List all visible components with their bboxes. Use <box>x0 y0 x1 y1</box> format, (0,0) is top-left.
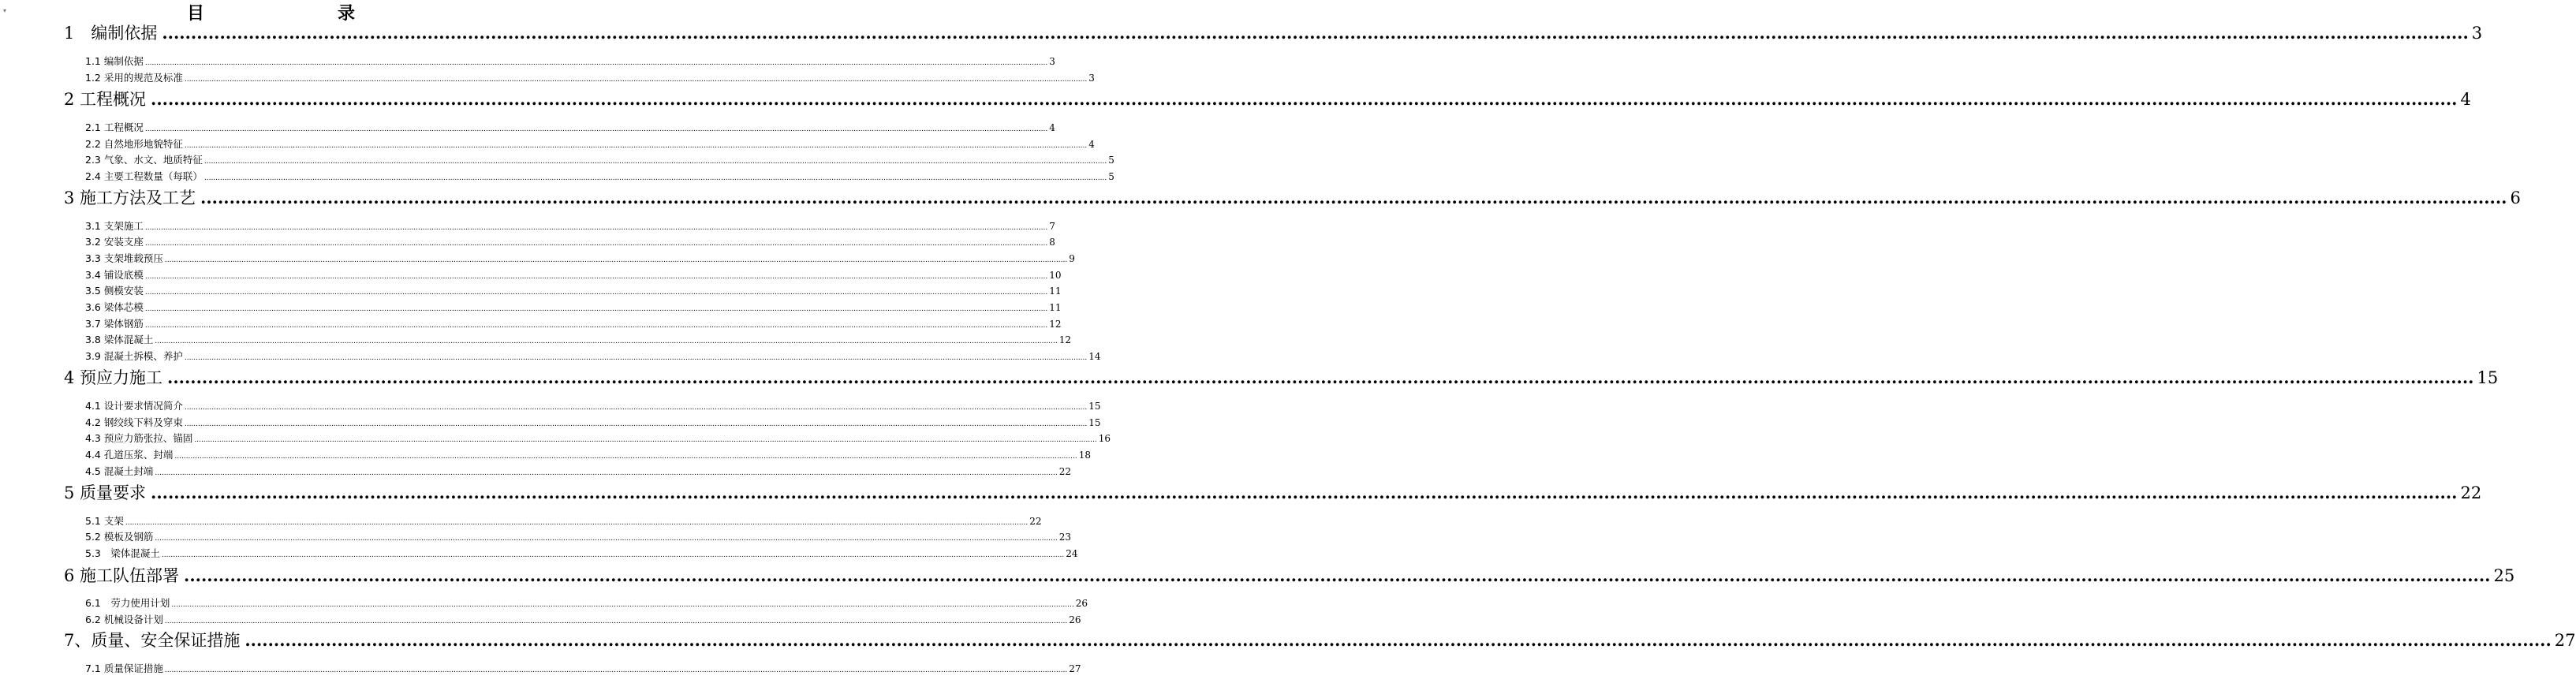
dot-leader: ................................................................................................................................................................................................................................................................................................................................................................................................................ <box>155 338 1058 345</box>
toc-heading[interactable] <box>64 21 2483 45</box>
dropdown-marker-icon: ▾ <box>3 7 7 14</box>
toc-subentry-label: 6.2 机械设备计划 <box>85 614 163 625</box>
toc-subentry[interactable] <box>85 152 1114 168</box>
toc-subentry-page-number: 11 <box>1049 302 1062 313</box>
toc-heading-label: 4 预应力施工 <box>64 368 163 387</box>
toc-subentry[interactable] <box>85 431 1111 446</box>
dot-leader: ................................................................................................................................................................................................................................................................................................................................................................................................................ <box>144 240 1048 248</box>
dot-leader: ................................................................................................................................................................................................................................................................................................................................................................................................................ <box>200 188 2507 207</box>
dot-leader: ................................................................................................................................................................................................................................................................................................................................................................................................................ <box>164 618 1068 625</box>
dot-leader: ................................................................................................................................................................................................................................................................................................................................................................................................................ <box>184 420 1088 428</box>
toc-subentry[interactable] <box>85 513 1042 529</box>
dot-leader: ................................................................................................................................................................................................................................................................................................................................................................................................................ <box>184 76 1088 84</box>
toc-subentry-page-number: 15 <box>1088 401 1101 412</box>
toc-subentry-label: 3.8 梁体混凝土 <box>85 334 154 345</box>
dot-leader: ................................................................................................................................................................................................................................................................................................................................................................................................................ <box>144 224 1048 232</box>
toc-subentry-label: 2.4 主要工程数量（每联） <box>85 170 203 182</box>
toc-subentry-page-number: 3 <box>1049 56 1055 67</box>
toc-heading[interactable] <box>64 564 2515 588</box>
toc-subentry-label: 4.1 设计要求情况简介 <box>85 400 183 412</box>
dot-leader: ................................................................................................................................................................................................................................................................................................................................................................................................................ <box>203 158 1107 166</box>
toc-heading-page-number: 6 <box>2510 188 2521 207</box>
toc-subentry[interactable] <box>85 169 1114 185</box>
toc-subentry-label: 4.4 孔道压浆、封端 <box>85 449 174 461</box>
toc-subentry[interactable] <box>85 332 1071 348</box>
toc-heading-label: 5 质量要求 <box>64 483 147 502</box>
dot-leader: ................................................................................................................................................................................................................................................................................................................................................................................................................ <box>144 125 1048 133</box>
toc-subentry[interactable] <box>85 283 1062 299</box>
toc-subentry-label: 2.1 工程概况 <box>85 121 144 133</box>
toc-subentry-page-number: 26 <box>1075 598 1088 609</box>
toc-subentry-page-number: 23 <box>1058 532 1071 543</box>
dot-leader: ................................................................................................................................................................................................................................................................................................................................................................................................................ <box>125 519 1029 527</box>
toc-subentry[interactable] <box>85 661 1081 677</box>
toc-subentry-label: 3.4 铺设底模 <box>85 269 144 281</box>
toc-subentry[interactable] <box>85 349 1101 364</box>
toc-subentry[interactable] <box>85 612 1081 628</box>
toc-subentry-page-number: 9 <box>1069 253 1075 264</box>
toc-subentry-label: 3.2 安装支座 <box>85 236 144 248</box>
dot-leader: ................................................................................................................................................................................................................................................................................................................................................................................................................ <box>155 469 1058 477</box>
toc-heading[interactable] <box>64 481 2482 505</box>
dot-leader: ................................................................................................................................................................................................................................................................................................................................................................................................................ <box>184 565 2491 585</box>
toc-heading-page-number: 22 <box>2460 483 2482 502</box>
toc-heading-page-number: 15 <box>2477 368 2499 387</box>
toc-subentry-label: 1.1 编制依据 <box>85 55 144 67</box>
toc-subentry[interactable] <box>85 464 1071 480</box>
toc-title-left: 目 <box>187 3 205 24</box>
dot-leader: ................................................................................................................................................................................................................................................................................................................................................................................................................ <box>162 23 2469 43</box>
dot-leader: ................................................................................................................................................................................................................................................................................................................................................................................................................ <box>144 273 1048 281</box>
toc-subentry[interactable] <box>85 529 1071 545</box>
dot-leader: ................................................................................................................................................................................................................................................................................................................................................................................................................ <box>144 322 1048 330</box>
toc-heading[interactable] <box>64 629 2576 652</box>
toc-subentry-label: 4.2 钢绞线下料及穿束 <box>85 416 183 428</box>
toc-subentry-page-number: 7 <box>1049 221 1055 232</box>
toc-subentry[interactable] <box>85 447 1091 463</box>
dot-leader: ................................................................................................................................................................................................................................................................................................................................................................................................................ <box>144 305 1048 313</box>
toc-subentry-label: 2.2 自然地形地貌特征 <box>85 138 183 150</box>
dot-leader: ................................................................................................................................................................................................................................................................................................................................................................................................................ <box>167 368 2474 387</box>
dot-leader: ................................................................................................................................................................................................................................................................................................................................................................................................................ <box>161 551 1065 559</box>
toc-subentry-page-number: 18 <box>1078 450 1091 461</box>
toc-subentry-page-number: 26 <box>1069 614 1081 625</box>
toc-subentry[interactable] <box>85 234 1055 250</box>
dot-leader: ................................................................................................................................................................................................................................................................................................................................................................................................................ <box>144 59 1048 67</box>
toc-subentry[interactable] <box>85 398 1101 414</box>
toc-subentry[interactable] <box>85 415 1101 431</box>
toc-subentry[interactable] <box>85 120 1055 136</box>
toc-subentry-page-number: 10 <box>1049 270 1062 281</box>
toc-subentry[interactable] <box>85 316 1062 332</box>
toc-subentry-page-number: 5 <box>1108 171 1114 182</box>
toc-heading[interactable] <box>64 88 2471 111</box>
toc-subentry-label: 1.2 采用的规范及标准 <box>85 72 183 84</box>
toc-subentry-label: 4.5 混凝土封端 <box>85 465 154 477</box>
toc-subentry-label: 3.9 混凝土拆模、养护 <box>85 350 183 362</box>
dot-leader: ................................................................................................................................................................................................................................................................................................................................................................................................................ <box>184 354 1088 362</box>
toc-subentry[interactable] <box>85 300 1062 315</box>
toc-subentry-label: 7.1 质量保证措施 <box>85 662 163 674</box>
toc-heading-label: 1 编制依据 <box>64 24 158 43</box>
toc-subentry-page-number: 27 <box>1069 663 1081 674</box>
dot-leader: ................................................................................................................................................................................................................................................................................................................................................................................................................ <box>184 404 1088 412</box>
toc-subentry-page-number: 8 <box>1049 237 1055 248</box>
toc-subentry-page-number: 4 <box>1088 139 1095 150</box>
dot-leader: ................................................................................................................................................................................................................................................................................................................................................................................................................ <box>164 256 1068 264</box>
toc-subentry-label: 5.2 模板及钢筋 <box>85 531 154 543</box>
toc-subentry[interactable] <box>85 267 1062 283</box>
toc-subentry-page-number: 5 <box>1108 155 1114 166</box>
toc-heading-page-number: 25 <box>2493 566 2515 585</box>
toc-subentry[interactable] <box>85 251 1075 267</box>
toc-subentry-page-number: 12 <box>1058 334 1071 345</box>
toc-subentry-label: 3.5 侧模安装 <box>85 285 144 297</box>
toc-subentry-label: 5.3 梁体混凝土 <box>85 547 160 559</box>
toc-subentry[interactable] <box>85 218 1055 234</box>
toc-subentry-label: 3.6 梁体芯模 <box>85 301 144 313</box>
dot-leader: ................................................................................................................................................................................................................................................................................................................................................................................................................ <box>155 535 1058 543</box>
dot-leader: ................................................................................................................................................................................................................................................................................................................................................................................................................ <box>151 89 2458 109</box>
dot-leader: ................................................................................................................................................................................................................................................................................................................................................................................................................ <box>174 453 1077 461</box>
toc-subentry-label: 3.1 支架施工 <box>85 220 144 232</box>
toc-subentry-label: 3.7 梁体钢筋 <box>85 318 144 330</box>
toc-subentry[interactable] <box>85 54 1055 69</box>
dot-leader: ................................................................................................................................................................................................................................................................................................................................................................................................................ <box>171 601 1074 609</box>
toc-subentry-page-number: 22 <box>1029 516 1042 527</box>
dot-leader: ................................................................................................................................................................................................................................................................................................................................................................................................................ <box>194 436 1097 444</box>
toc-subentry-page-number: 3 <box>1088 73 1095 84</box>
toc-subentry-page-number: 12 <box>1049 319 1062 330</box>
toc-heading-label: 3 施工方法及工艺 <box>64 188 196 207</box>
dot-leader: ................................................................................................................................................................................................................................................................................................................................................................................................................ <box>151 483 2458 502</box>
toc-title-right: 录 <box>338 3 356 24</box>
toc-subentry-label: 6.1 劳力使用计划 <box>85 597 170 609</box>
toc-heading-page-number: 27 <box>2554 631 2576 650</box>
toc-heading-page-number: 3 <box>2471 24 2483 43</box>
dot-leader: ................................................................................................................................................................................................................................................................................................................................................................................................................ <box>203 174 1107 182</box>
toc-subentry-page-number: 14 <box>1088 351 1101 362</box>
dot-leader: ................................................................................................................................................................................................................................................................................................................................................................................................................ <box>144 289 1048 297</box>
toc-subentry[interactable] <box>85 595 1088 611</box>
toc-subentry-page-number: 11 <box>1049 286 1062 297</box>
toc-heading-label: 6 施工队伍部署 <box>64 566 180 585</box>
toc-heading-label: 7、质量、安全保证措施 <box>64 631 241 650</box>
toc-heading-label: 2 工程概况 <box>64 90 147 109</box>
toc-subentry[interactable] <box>85 546 1078 562</box>
toc-subentry[interactable] <box>85 136 1095 152</box>
toc-subentry-page-number: 22 <box>1058 466 1071 477</box>
toc-subentry-page-number: 24 <box>1066 548 1078 559</box>
toc-subentry-page-number: 4 <box>1049 122 1055 133</box>
toc-subentry-page-number: 15 <box>1088 417 1101 428</box>
toc-subentry-label: 5.1 支架 <box>85 515 124 527</box>
toc-subentry-label: 4.3 预应力筋张拉、锚固 <box>85 432 193 444</box>
dot-leader: ................................................................................................................................................................................................................................................................................................................................................................................................................ <box>245 630 2552 650</box>
dot-leader: ................................................................................................................................................................................................................................................................................................................................................................................................................ <box>184 142 1088 150</box>
toc-heading[interactable] <box>64 186 2521 210</box>
toc-heading[interactable] <box>64 366 2499 390</box>
toc-subentry[interactable] <box>85 70 1095 86</box>
toc-heading-page-number: 4 <box>2460 90 2471 109</box>
dot-leader: ................................................................................................................................................................................................................................................................................................................................................................................................................ <box>164 666 1068 674</box>
toc-subentry-label: 3.3 支架堆载预压 <box>85 252 163 264</box>
toc-subentry-label: 2.3 气象、水文、地质特征 <box>85 154 203 166</box>
toc-subentry-page-number: 16 <box>1098 433 1111 444</box>
